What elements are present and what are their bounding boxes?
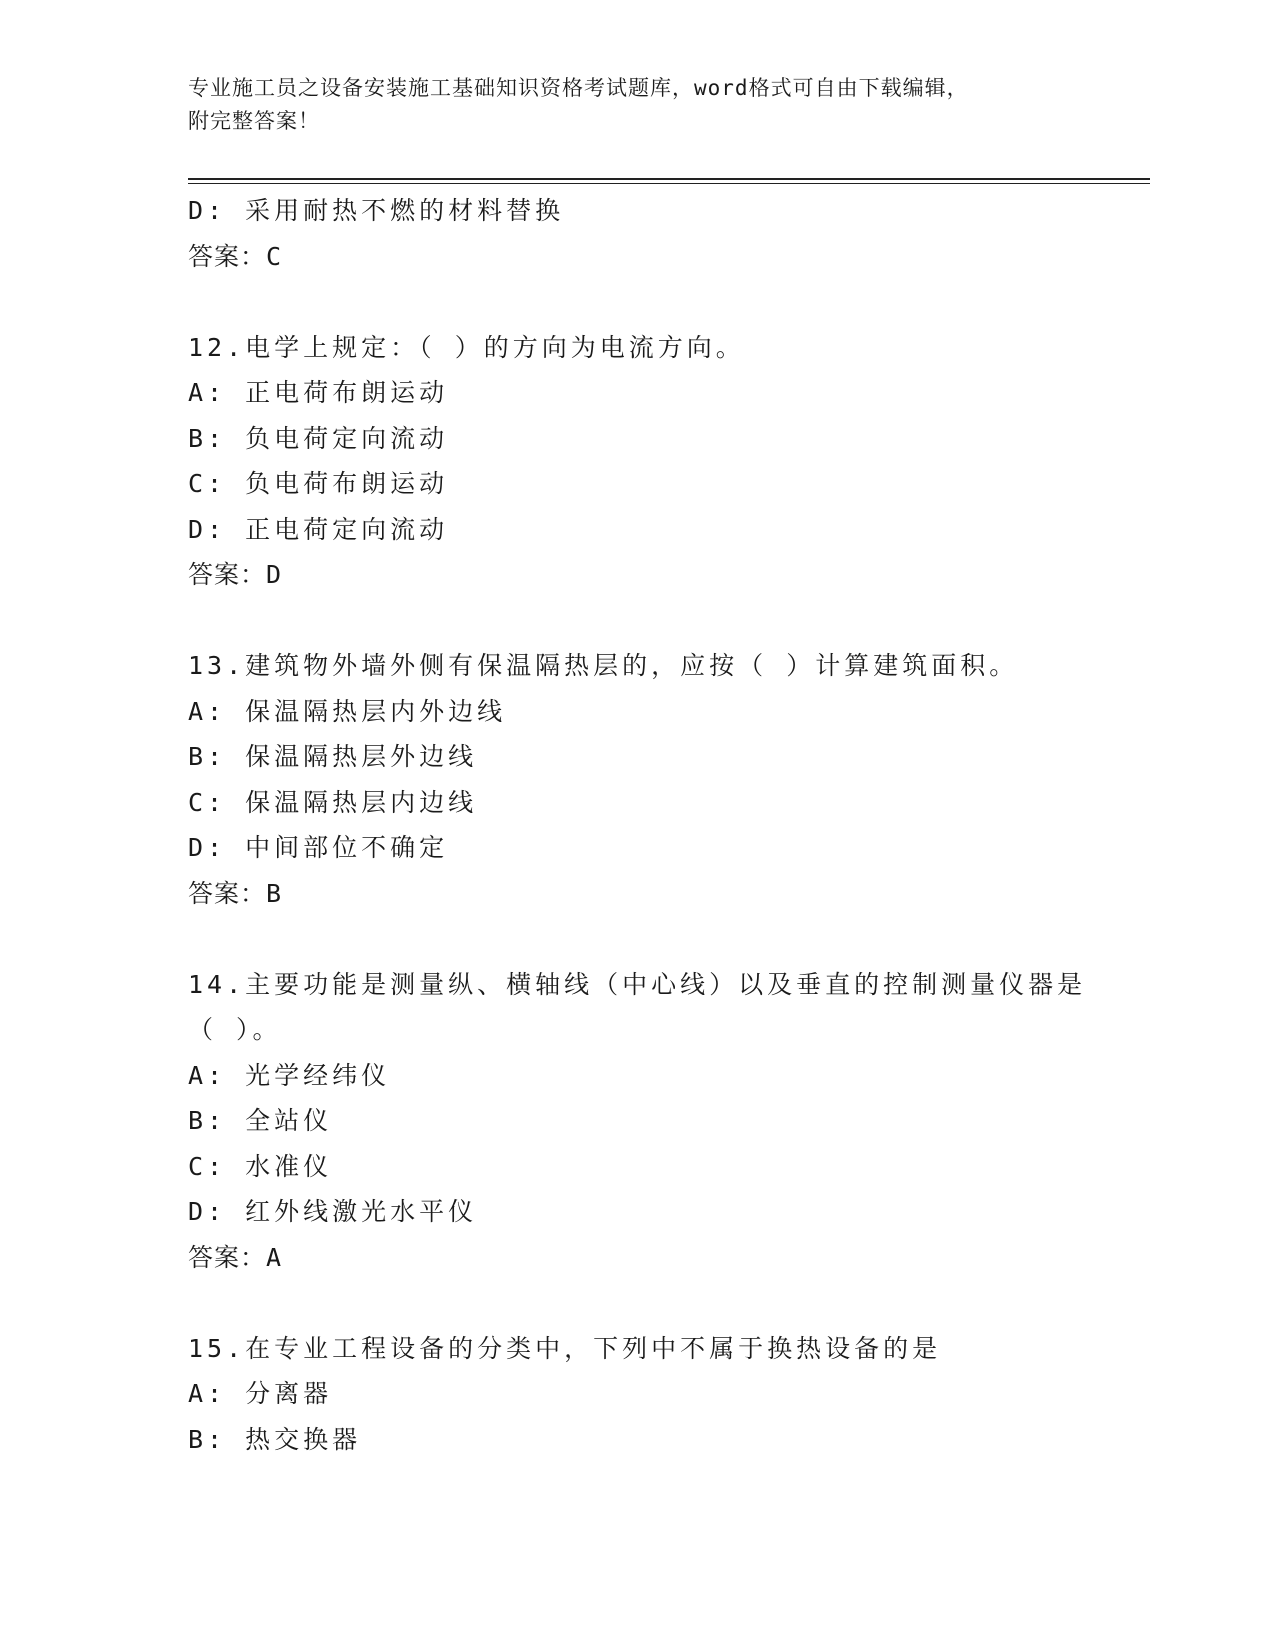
question-15	[188, 1326, 1150, 1463]
option-b: B: 负电荷定向流动	[188, 423, 449, 453]
document-header	[188, 72, 1088, 138]
option-d: D: 红外线激光水平仪	[188, 1197, 478, 1226]
answer: 答案：A	[188, 1242, 283, 1272]
spacer	[188, 1280, 1150, 1326]
option-a: A: 光学经纬仪	[188, 1060, 391, 1090]
option-c: C: 保温隔热层内边线	[188, 787, 478, 817]
answer: 答案：D	[188, 560, 283, 589]
question-stem: 13.建筑物外墙外侧有保温隔热层的，应按（ ）计算建筑面积。	[188, 651, 1019, 680]
question-stem-line-2: （ ）。	[188, 1015, 282, 1044]
spacer	[188, 916, 1150, 962]
question-stem: 15.在专业工程设备的分类中，下列中不属于换热设备的是	[188, 1333, 942, 1363]
option-d: D: 采用耐热不燃的材料替换	[188, 196, 565, 225]
header-line-1: 专业施工员之设备安装施工基础知识资格考试题库，word格式可自由下载编辑，	[188, 76, 969, 100]
answer: 答案：B	[188, 878, 283, 908]
option-b: B: 保温隔热层外边线	[188, 742, 478, 771]
header-line-2: 附完整答案！	[188, 109, 320, 133]
question-13	[188, 643, 1150, 916]
option-a: A: 正电荷布朗运动	[188, 378, 449, 407]
question-stem: 12.电学上规定：（ ）的方向为电流方向。	[188, 332, 745, 362]
option-a: A: 分离器	[188, 1379, 333, 1408]
question-11	[188, 188, 1150, 279]
option-d: D: 中间部位不确定	[188, 833, 449, 862]
option-d: D: 正电荷定向流动	[188, 514, 449, 544]
option-c: C: 负电荷布朗运动	[188, 469, 449, 498]
header-divider-thin	[188, 183, 1150, 184]
spacer	[188, 279, 1150, 325]
answer: 答案：C	[188, 241, 283, 271]
spacer	[188, 598, 1150, 644]
option-c: C: 水准仪	[188, 1151, 333, 1181]
option-a: A: 保温隔热层内外边线	[188, 696, 507, 726]
option-b: B: 热交换器	[188, 1424, 362, 1454]
header-divider-thick	[188, 178, 1150, 180]
option-b: B: 全站仪	[188, 1106, 333, 1135]
question-list	[188, 188, 1150, 1462]
question-12	[188, 325, 1150, 598]
question-stem-line-1: 14.主要功能是测量纵、横轴线（中心线）以及垂直的控制测量仪器是	[188, 969, 1087, 999]
question-14	[188, 962, 1150, 1281]
